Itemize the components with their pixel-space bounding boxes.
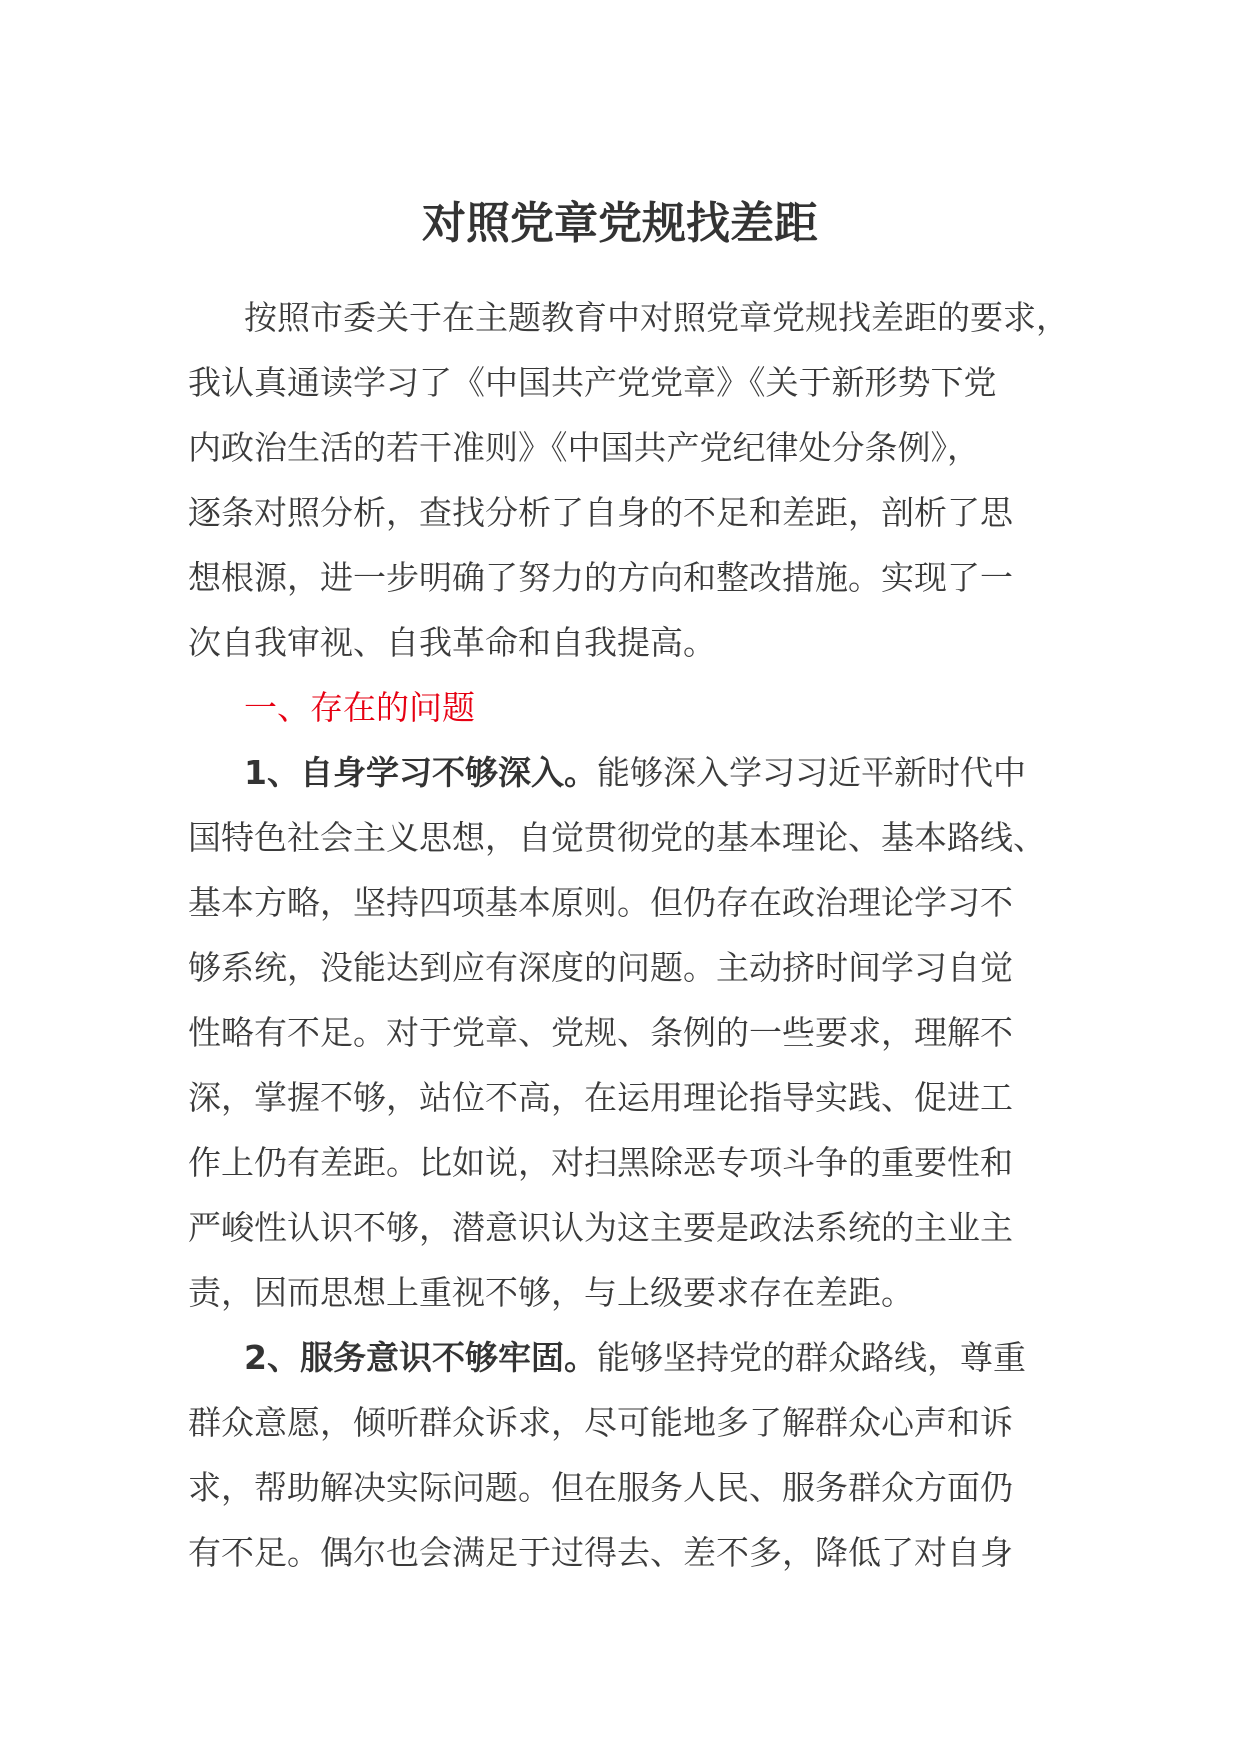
paragraph-line: 逐条对照分析，查找分析了自身的不足和差距，剖析了思 bbox=[188, 493, 1013, 532]
item-text: 能够深入学习习近平新时代中 bbox=[596, 753, 1026, 792]
paragraph-line bbox=[188, 740, 1058, 805]
paragraph-line: 群众意愿，倾听群众诉求，尽可能地多了解群众心声和诉 bbox=[188, 1403, 1013, 1442]
document-title: 对照党章党规找差距 bbox=[422, 198, 818, 249]
paragraph-line: 国特色社会主义思想，自觉贯彻党的基本理论、基本路线、 bbox=[188, 818, 1046, 857]
paragraph-line: 作上仍有差距。比如说，对扫黑除恶专项斗争的重要性和 bbox=[188, 1143, 1013, 1182]
paragraph-line: 基本方略，坚持四项基本原则。但仍存在政治理论学习不 bbox=[188, 883, 1013, 922]
item-text: 能够坚持党的群众路线，尊重 bbox=[596, 1338, 1026, 1377]
item-heading: 2、服务意识不够牢固。 bbox=[244, 1338, 597, 1377]
section-heading: 一、存在的问题 bbox=[244, 688, 475, 727]
paragraph-line bbox=[188, 1325, 1058, 1390]
paragraph-line: 我认真通读学习了《中国共产党党章》《关于新形势下党 bbox=[188, 363, 997, 402]
paragraph-line: 内政治生活的若干准则》《中国共产党纪律处分条例》， bbox=[188, 428, 980, 467]
paragraph-line: 性略有不足。对于党章、党规、条例的一些要求，理解不 bbox=[188, 1013, 1013, 1052]
paragraph-line: 够系统，没能达到应有深度的问题。主动挤时间学习自觉 bbox=[188, 948, 1013, 987]
paragraph-line: 责，因而思想上重视不够，与上级要求存在差距。 bbox=[188, 1273, 914, 1312]
paragraph-line: 深，掌握不够，站位不高，在运用理论指导实践、促进工 bbox=[188, 1078, 1013, 1117]
item-heading: 1、自身学习不够深入。 bbox=[244, 753, 597, 792]
paragraph-line: 严峻性认识不够，潜意识认为这主要是政法系统的主业主 bbox=[188, 1208, 1013, 1247]
paragraph-line: 有不足。偶尔也会满足于过得去、差不多，降低了对自身 bbox=[188, 1533, 1013, 1572]
paragraph-line: 想根源，进一步明确了努力的方向和整改措施。实现了一 bbox=[188, 558, 1013, 597]
paragraph-line: 次自我审视、自我革命和自我提高。 bbox=[188, 623, 716, 662]
paragraph-line: 求，帮助解决实际问题。但在服务人民、服务群众方面仍 bbox=[188, 1468, 1013, 1507]
document-body bbox=[188, 285, 1069, 1585]
paragraph-line: 按照市委关于在主题教育中对照党章党规找差距的要求， bbox=[244, 298, 1069, 337]
